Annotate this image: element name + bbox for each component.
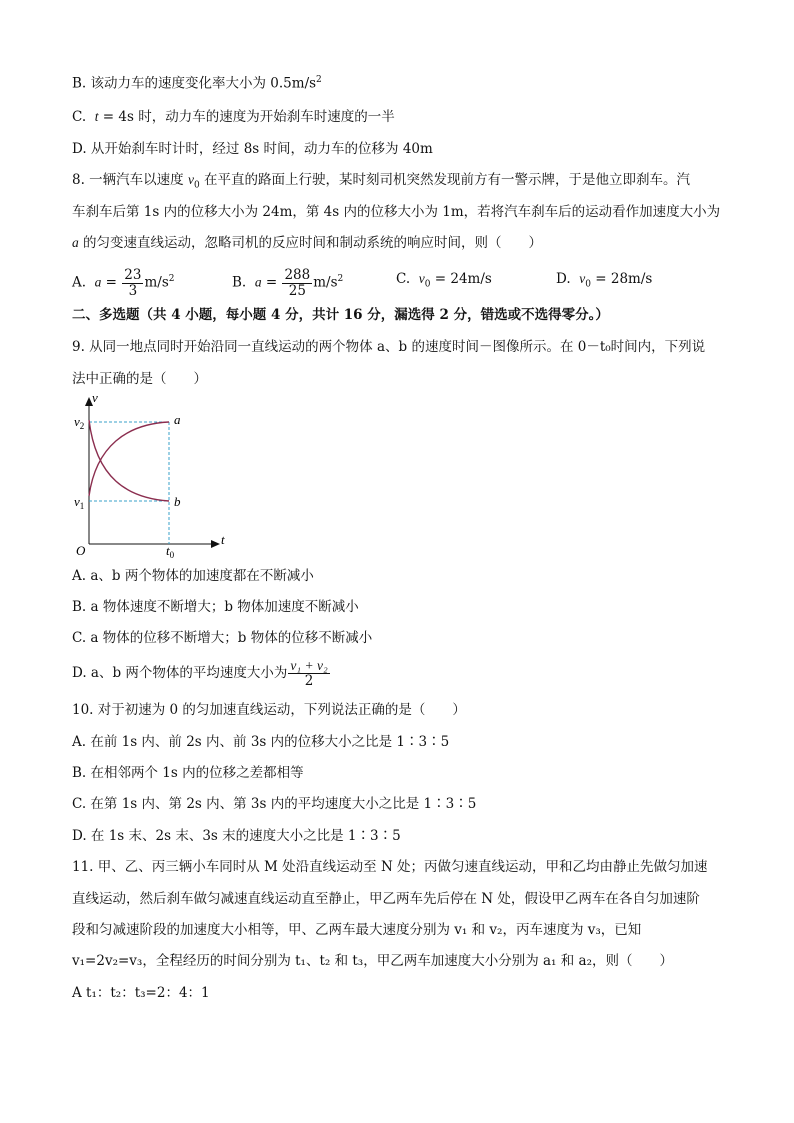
q9-stem-line2: 法中正确的是（ ） [72, 371, 207, 387]
curve-a-label: a [174, 412, 181, 427]
q9-option-c: C. a 物体的位移不断增大；b 物体的位移不断减小 [72, 630, 373, 646]
q11-stem-line4: v₁=2v₂=v₃，全程经历的时间分别为 t₁、t₂ 和 t₃，甲乙两车加速度大小分别为 a₁ 和 a₂，则（ ） [72, 953, 674, 969]
q9-option-b: B. a 物体速度不断增大；b 物体加速度不断减小 [72, 599, 359, 615]
q11-stem-line1: 11. 甲、乙、丙三辆小车同时从 M 处沿直线运动至 N 处；丙做匀速直线运动，甲和乙均由静止先做匀加速 [72, 859, 708, 875]
q11-stem-line3: 段和匀减速阶段的加速度大小相等，甲、乙两车最大速度分别为 v₁ 和 v₂，丙车速度为 v₃，已知 [72, 922, 642, 938]
q11-stem-line2: 直线运动，然后刹车做匀减速直线运动直至静止，甲乙两车先后停在 N 处，假设甲乙两车在各自匀加速阶 [72, 891, 700, 907]
q8-option-b: B. a = $\frac{288}{25}$ $m/s^2$ [232, 266, 344, 299]
q8-option-c: C. $v_0 = 24m/s$ [396, 271, 492, 290]
v2-label: $v_2$ [74, 414, 85, 431]
q11-option-a: A t₁：t₂：t₃=2：4：1 [72, 985, 210, 1001]
q9-option-d: D. a、b 两个物体的平均速度大小为 $\frac{\text{v₁ + v₂}}{2}$ [72, 658, 328, 689]
q10-option-c: C. 在第 1s 内、第 2s 内、第 3s 内的平均速度大小之比是 1∶3∶5 [72, 796, 477, 812]
section-heading-multiple-choice: 二、多选题（共 4 小题，每小题 4 分，共计 16 分，漏选得 2 分，错选或不选得零分。） [72, 307, 609, 323]
q9-option-a: A. a、b 两个物体的加速度都在不断减小 [72, 568, 314, 584]
q7-option-d: D. 从开始刹车时计时，经过 8s 时间，动力车的位移为 40m [72, 141, 433, 157]
t0-label: $t_0$ [166, 543, 175, 560]
q8-stem-line3: a 的匀变速直线运动，忽略司机的反应时间和制动系统的响应时间，则（ ） [72, 235, 543, 251]
q9-stem-line1: 9. 从同一地点同时开始沿同一直线运动的两个物体 a、b 的速度时间－图像所示。在 0－t₀时间内，下列说 [72, 339, 706, 355]
q8-option-b-fraction: $\frac{288}{25}$ [284, 266, 311, 299]
q8-stem-line1: 8. 一辆汽车以速度 $v_0$ 在平直的路面上行驶，某时刻司机突然发现前方有一警示牌，于是他立即刹车。汽 [72, 172, 690, 191]
axis-t-label: t [221, 532, 225, 547]
axis-v-label: v [92, 390, 98, 405]
q8-option-a: A. a = $\frac{23}{3}$ $m/s^2$ [72, 266, 175, 299]
q10-option-d: D. 在 1s 末、2s 末、3s 末的速度大小之比是 1∶3∶5 [72, 828, 401, 844]
q7-option-c: C. t = 4s 时，动力车的速度为开始刹车时速度的一半 [72, 109, 395, 125]
velocity-time-graph [72, 388, 242, 560]
v1-label: $v_1$ [74, 494, 85, 511]
q10-option-a: A. 在前 1s 内、前 2s 内、前 3s 内的位移大小之比是 1∶3∶5 [72, 734, 450, 750]
q7-option-b: B. 该动力车的速度变化率大小为 $0.5m/s^2$ [72, 75, 322, 92]
q8-option-d: D. $v_0 = 28m/s$ [556, 271, 653, 290]
curve-a [89, 422, 169, 496]
q8-stem-line2: 车刹车后第 1s 内的位移大小为 24m，第 4s 内的位移大小为 1m，若将汽车刹车后的运动看作加速度大小为 [72, 204, 721, 220]
q9-option-d-fraction: $\frac{\text{v₁ + v₂}}{2}$ [290, 658, 328, 689]
origin-label: O [76, 543, 86, 558]
q10-option-b: B. 在相邻两个 1s 内的位移之差都相等 [72, 765, 304, 781]
q10-stem: 10. 对于初速为 0 的匀加速直线运动，下列说法正确的是（ ） [72, 702, 466, 718]
curve-b-label: b [174, 494, 181, 509]
q8-option-a-fraction: $\frac{23}{3}$ [124, 266, 142, 299]
t-axis-arrow [211, 540, 220, 548]
